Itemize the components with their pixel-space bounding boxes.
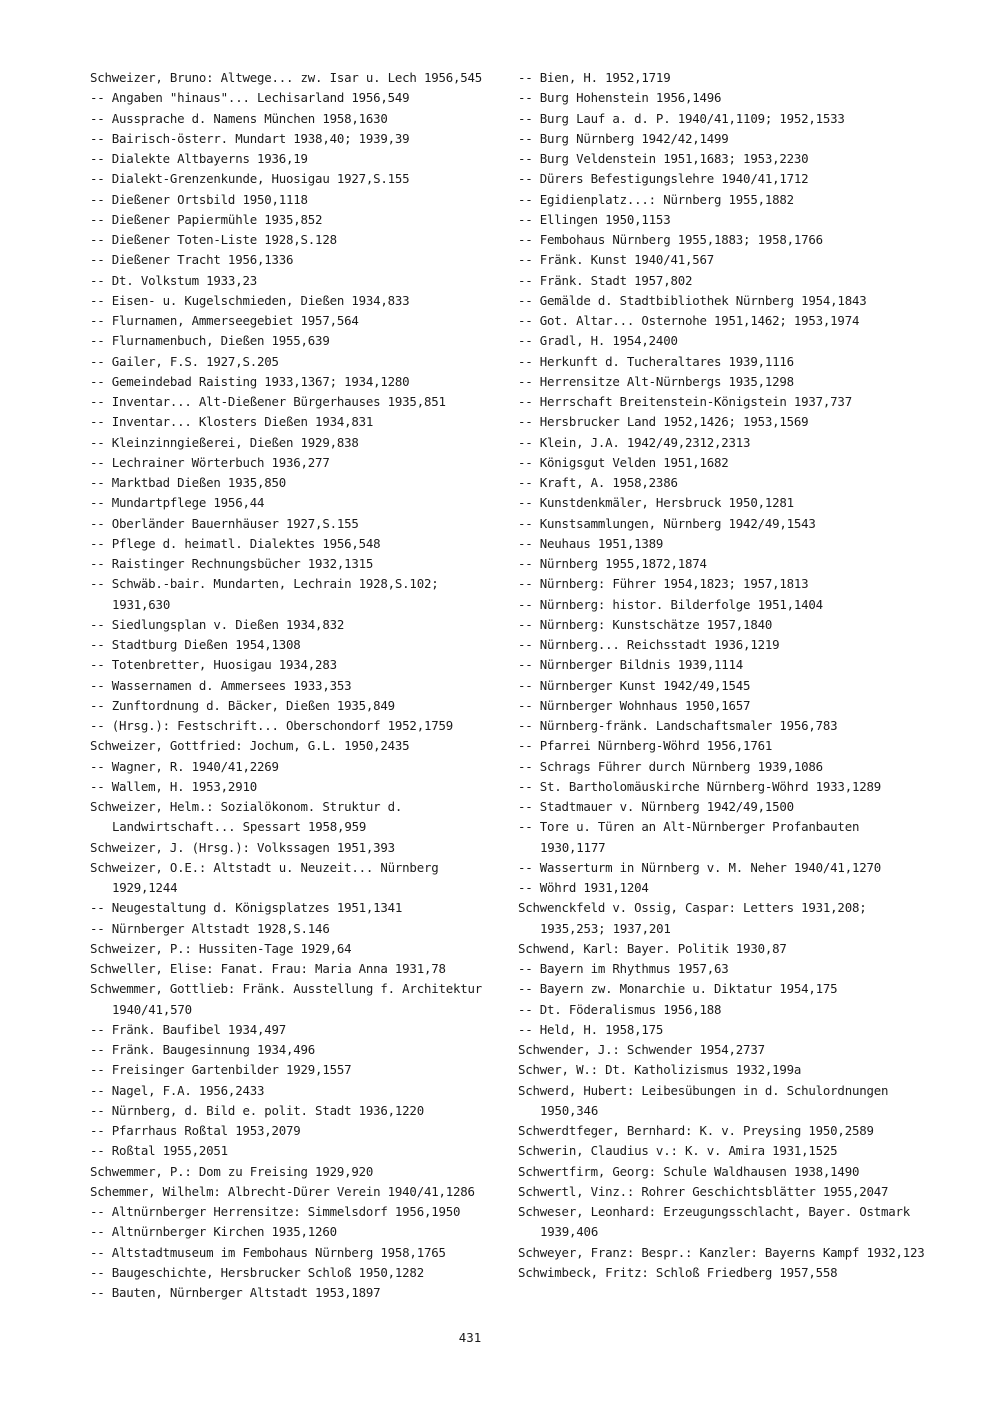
index-entry: -- Schrags Führer durch Nürnberg 1939,1086 — [518, 758, 823, 774]
index-entry: Schemmer, Wilhelm: Albrecht-Dürer Verein 1940/41,1286 — [90, 1183, 475, 1199]
index-entry: -- Inventar... Alt-Dießener Bürgerhauses 1935,851 — [90, 394, 446, 409]
index-entry: -- Dürers Befestigungslehre 1940/41,1712 — [518, 171, 809, 187]
index-entry: -- Dialekte Altbayerns 1936,19 — [90, 151, 308, 166]
index-entry: -- Neuhaus 1951,1389 — [518, 535, 664, 551]
index-entry: -- Kunstdenkmäler, Hersbruck 1950,1281 — [518, 495, 794, 511]
index-entry: -- Fränk. Stadt 1957,802 — [518, 272, 693, 288]
index-entry: -- Eisen- u. Kugelschmieden, Dießen 1934,833 — [90, 292, 410, 308]
index-entry: -- Gailer, F.S. 1927,S.205 — [90, 353, 279, 369]
index-entry: Schweyer, Franz: Bespr.: Kanzler: Bayerns Kampf 1932,123 — [518, 1244, 925, 1260]
index-entry: -- Roßtal 1955,2051 — [90, 1143, 228, 1159]
index-entry: -- Nagel, F.A. 1956,2433 — [90, 1082, 265, 1098]
index-entry: -- Dießener Toten-Liste 1928,S.128 — [90, 232, 337, 247]
index-entry: -- Pflege d. heimatl. Dialektes 1956,548 — [90, 535, 381, 551]
index-entry: Schweizer, Bruno: Altwege... zw. Isar u. Lech 1956,545 — [90, 70, 483, 85]
index-entry: Schwimbeck, Fritz: Schloß Friedberg 1957,558 — [518, 1264, 838, 1280]
index-entry: -- Burg Lauf a. d. P. 1940/41,1109; 1952,1533 — [518, 110, 845, 126]
index-entry: -- Nürnberg... Reichsstadt 1936,1219 — [518, 637, 780, 652]
index-entry: -- Mundartpflege 1956,44 — [90, 495, 265, 511]
index-entry: -- Marktbad Dießen 1935,850 — [90, 475, 287, 490]
index-entry: -- Aussprache d. Namens München 1958,1630 — [90, 110, 388, 126]
index-entry: -- Nürnberger Altstadt 1928,S.146 — [90, 920, 330, 936]
index-entry: -- Held, H. 1958,175 — [518, 1021, 664, 1037]
index-entry: -- Schwäb.-bair. Mundarten, Lechrain 1928,S.102; 1931,630 — [90, 576, 439, 612]
index-entry: Schwender, J.: Schwender 1954,2737 — [518, 1042, 765, 1057]
index-entry: -- Kleinzinngießerei, Dießen 1929,838 — [90, 434, 359, 450]
index-entry: Schwerin, Claudius v.: K. v. Amira 1931,1525 — [518, 1143, 838, 1159]
index-entry: -- Wagner, R. 1940/41,2269 — [90, 758, 279, 774]
index-entry: -- Wöhrd 1931,1204 — [518, 880, 649, 895]
index-entry: -- Dießener Tracht 1956,1336 — [90, 252, 294, 268]
index-entry: -- Wassernamen d. Ammersees 1933,353 — [90, 677, 352, 693]
index-entry: -- Fembohaus Nürnberg 1955,1883; 1958,1766 — [518, 232, 823, 247]
index-column-left — [90, 68, 500, 1303]
index-entry: -- Altnürnberger Herrensitze: Simmelsdorf 1956,1950 — [90, 1204, 461, 1219]
index-entry: Schweser, Leonhard: Erzeugungsschlacht, Bayer. Ostmark 1939,406 — [518, 1204, 911, 1240]
index-entry: Schwenckfeld v. Ossig, Caspar: Letters 1931,208; 1935,253; 1937,201 — [518, 900, 867, 936]
index-entry: -- Dießener Ortsbild 1950,1118 — [90, 191, 308, 207]
index-column-right — [518, 68, 928, 1283]
index-entry: -- Bairisch-österr. Mundart 1938,40; 1939,39 — [90, 130, 410, 146]
index-entry: -- Pfarrhaus Roßtal 1953,2079 — [90, 1123, 301, 1138]
index-entry: -- Ellingen 1950,1153 — [518, 211, 671, 227]
index-entry: -- Gradl, H. 1954,2400 — [518, 333, 678, 349]
index-entry: Schwer, W.: Dt. Katholizismus 1932,199a — [518, 1062, 802, 1078]
index-entry: -- Got. Altar... Osternohe 1951,1462; 1953,1974 — [518, 313, 860, 328]
index-entry: Schwemmer, P.: Dom zu Freising 1929,920 — [90, 1163, 374, 1179]
index-entry: -- Dt. Volkstum 1933,23 — [90, 272, 257, 288]
index-entry: Schweizer, P.: Hussiten-Tage 1929,64 — [90, 940, 352, 956]
index-entry: -- Zunftordnung d. Bäcker, Dießen 1935,849 — [90, 697, 395, 713]
index-entry: -- Nürnberg 1955,1872,1874 — [518, 556, 707, 571]
index-entry: -- Nürnberger Bildnis 1939,1114 — [518, 657, 744, 673]
index-entry: -- Burg Hohenstein 1956,1496 — [518, 90, 722, 106]
index-entry: -- Nürnberg: histor. Bilderfolge 1951,1404 — [518, 596, 823, 612]
index-entry: -- Raistinger Rechnungsbücher 1932,1315 — [90, 556, 374, 571]
index-entry: -- Nürnberger Kunst 1942/49,1545 — [518, 677, 751, 693]
index-entry: -- Bauten, Nürnberger Altstadt 1953,1897 — [90, 1285, 381, 1300]
index-entry: -- Königsgut Velden 1951,1682 — [518, 454, 729, 470]
index-entry: -- Kunstsammlungen, Nürnberg 1942/49,1543 — [518, 515, 816, 531]
index-entry: -- Dießener Papiermühle 1935,852 — [90, 211, 323, 227]
index-entry: -- (Hrsg.): Festschrift... Oberschondorf 1952,1759 — [90, 718, 453, 733]
index-entry: -- Pfarrei Nürnberg-Wöhrd 1956,1761 — [518, 738, 773, 754]
index-entry: -- Oberländer Bauernhäuser 1927,S.155 — [90, 515, 359, 531]
index-entry: -- Angaben "hinaus"... Lechisarland 1956,549 — [90, 90, 410, 106]
index-entry: Schwend, Karl: Bayer. Politik 1930,87 — [518, 940, 787, 956]
index-entry: Schwertl, Vinz.: Rohrer Geschichtsblätter 1955,2047 — [518, 1183, 889, 1199]
index-entry: -- Gemeindebad Raisting 1933,1367; 1934,1280 — [90, 373, 410, 389]
index-entry: -- Egidienplatz...: Nürnberg 1955,1882 — [518, 191, 794, 207]
index-entry: -- Stadtburg Dießen 1954,1308 — [90, 637, 301, 652]
index-entry: -- Wallem, H. 1953,2910 — [90, 778, 257, 794]
index-entry: -- Burg Veldenstein 1951,1683; 1953,2230 — [518, 151, 809, 166]
index-entry: -- Herrschaft Breitenstein-Königstein 1937,737 — [518, 394, 852, 409]
index-entry: Schweizer, Gottfried: Jochum, G.L. 1950,2435 — [90, 738, 410, 754]
index-entry: -- Lechrainer Wörterbuch 1936,277 — [90, 454, 330, 470]
index-entry: -- Hersbrucker Land 1952,1426; 1953,1569 — [518, 414, 809, 430]
index-entry: -- Kraft, A. 1958,2386 — [518, 475, 678, 490]
index-entry: -- Bien, H. 1952,1719 — [518, 70, 671, 85]
index-entry: -- Altstadtmuseum im Fembohaus Nürnberg 1958,1765 — [90, 1244, 446, 1260]
index-entry: -- Nürnberger Wohnhaus 1950,1657 — [518, 697, 751, 713]
index-entry: -- Inventar... Klosters Dießen 1934,831 — [90, 414, 374, 430]
index-entry: -- Bayern zw. Monarchie u. Diktatur 1954,175 — [518, 981, 838, 997]
index-entry: -- Flurnamenbuch, Dießen 1955,639 — [90, 333, 330, 349]
index-entry: -- Baugeschichte, Hersbrucker Schloß 1950,1282 — [90, 1264, 424, 1280]
index-entry: Schwemmer, Gottlieb: Fränk. Ausstellung f. Architektur 1940/41,570 — [90, 981, 483, 1017]
index-entry: -- Nürnberg: Führer 1954,1823; 1957,1813 — [518, 576, 809, 592]
index-entry: Schwerdtfeger, Bernhard: K. v. Preysing 1950,2589 — [518, 1123, 874, 1138]
index-entry: -- Freisinger Gartenbilder 1929,1557 — [90, 1062, 352, 1078]
index-entry: -- Tore u. Türen an Alt-Nürnberger Profanbauten 1930,1177 — [518, 819, 860, 855]
index-entry: Schweizer, O.E.: Altstadt u. Neuzeit... Nürnberg 1929,1244 — [90, 859, 439, 895]
index-entry: -- Fränk. Kunst 1940/41,567 — [518, 252, 715, 268]
index-entry: -- Fränk. Baufibel 1934,497 — [90, 1021, 287, 1037]
index-entry: -- Nürnberg-fränk. Landschaftsmaler 1956,783 — [518, 718, 838, 733]
index-entry: Schwertfirm, Georg: Schule Waldhausen 1938,1490 — [518, 1163, 860, 1179]
index-entry: Schweizer, Helm.: Sozialökonom. Struktur d. Landwirtschaft... Spessart 1958,959 — [90, 799, 403, 835]
index-entry: -- Altnürnberger Kirchen 1935,1260 — [90, 1224, 337, 1240]
index-entry: Schweller, Elise: Fanat. Frau: Maria Anna 1931,78 — [90, 961, 446, 976]
index-entry: -- St. Bartholomäuskirche Nürnberg-Wöhrd 1933,1289 — [518, 778, 881, 794]
page-number: 431 — [458, 1330, 482, 1345]
index-entry: -- Nürnberg, d. Bild e. polit. Stadt 1936,1220 — [90, 1102, 424, 1118]
index-entry: -- Gemälde d. Stadtbibliothek Nürnberg 1954,1843 — [518, 292, 867, 308]
index-entry: -- Burg Nürnberg 1942/42,1499 — [518, 130, 729, 146]
index-entry: -- Neugestaltung d. Königsplatzes 1951,1341 — [90, 900, 403, 916]
index-entry: -- Flurnamen, Ammerseegebiet 1957,564 — [90, 313, 359, 328]
index-entry: -- Wasserturm in Nürnberg v. M. Neher 1940/41,1270 — [518, 859, 881, 875]
index-entry: -- Herkunft d. Tucheraltares 1939,1116 — [518, 353, 794, 369]
index-entry: -- Bayern im Rhythmus 1957,63 — [518, 961, 729, 976]
index-entry: Schweizer, J. (Hrsg.): Volkssagen 1951,393 — [90, 839, 395, 855]
index-entry: -- Fränk. Baugesinnung 1934,496 — [90, 1042, 316, 1057]
index-entry: -- Dialekt-Grenzenkunde, Huosigau 1927,S.155 — [90, 171, 410, 187]
index-entry: -- Stadtmauer v. Nürnberg 1942/49,1500 — [518, 799, 794, 814]
index-entry: -- Siedlungsplan v. Dießen 1934,832 — [90, 616, 345, 632]
index-entry: Schwerd, Hubert: Leibesübungen in d. Schulordnungen 1950,346 — [518, 1082, 889, 1118]
index-entry: -- Nürnberg: Kunstschätze 1957,1840 — [518, 616, 773, 632]
index-entry: -- Totenbretter, Huosigau 1934,283 — [90, 657, 337, 673]
index-entry: -- Dt. Föderalismus 1956,188 — [518, 1001, 722, 1017]
index-entry: -- Klein, J.A. 1942/49,2312,2313 — [518, 434, 751, 450]
index-entry: -- Herrensitze Alt-Nürnbergs 1935,1298 — [518, 373, 794, 389]
